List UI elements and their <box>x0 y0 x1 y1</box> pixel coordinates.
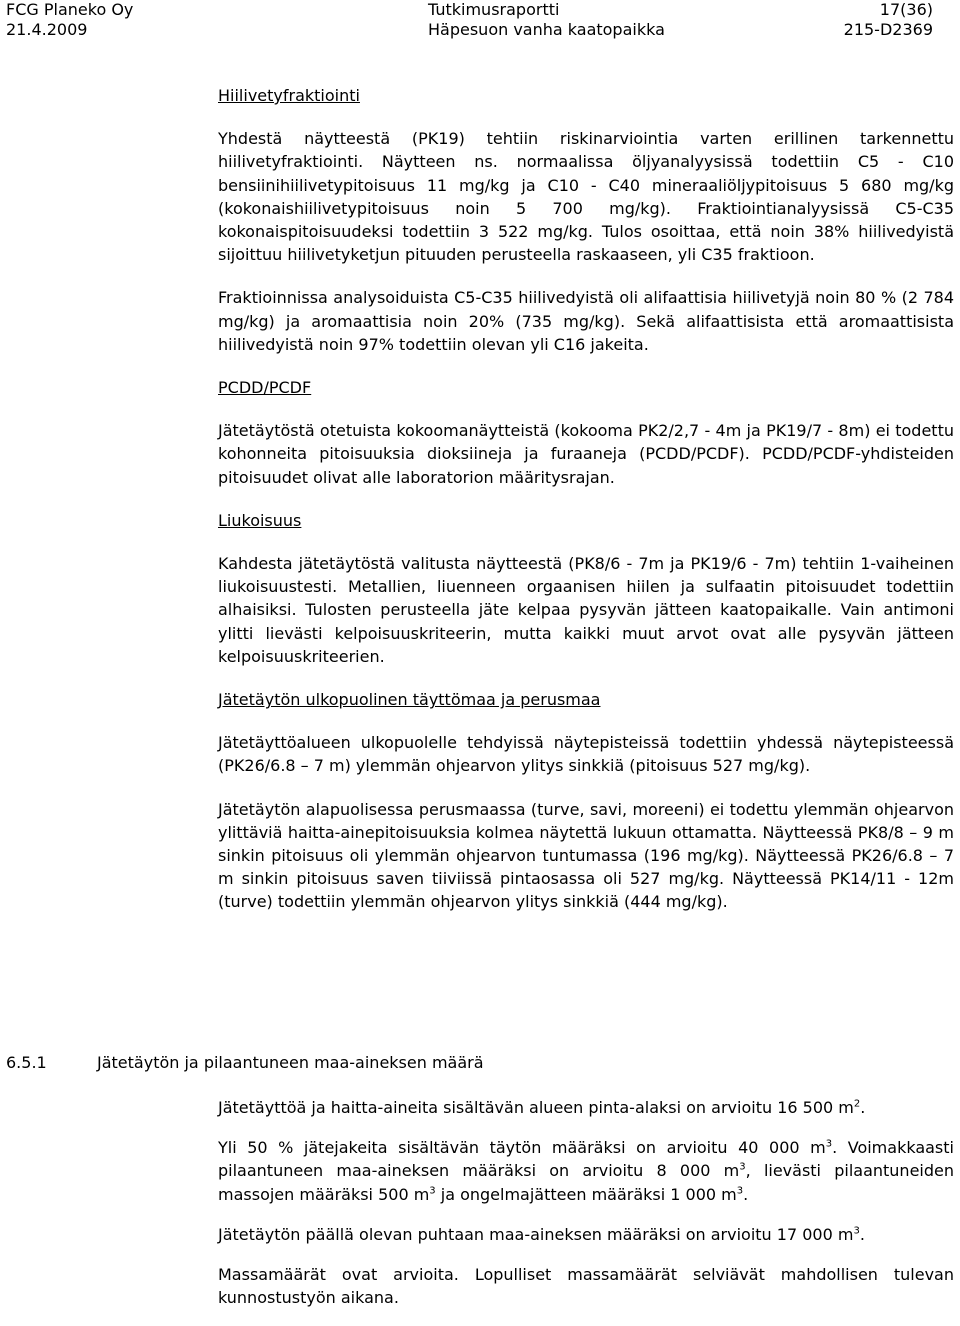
heading-solubility: Liukoisuus <box>218 510 302 530</box>
text-segment: Yli 50 % jätejakeita sisältävän täytön määräksi on arvioitu 40 000 m <box>218 1138 826 1158</box>
section-title: Jätetäytön ja pilaantuneen maa-aineksen määrä <box>97 1053 484 1072</box>
report-type: Tutkimusraportti <box>428 0 560 19</box>
paragraph: Jätetäyttöalueen ulkopuolelle tehdyissä näytepisteissä todettiin yhdessä näytepisteessä (PK26/6.8 – 7 m) ylemmän ohjearvon ylitys sinkkiä (pitoisuus 527 mg/kg). <box>218 733 954 776</box>
section-number: 6.5.1 <box>6 1053 47 1072</box>
paragraph: Jätetäytön alapuolisessa perusmaassa (turve, savi, moreeni) ei todettu ylemmän ohjearvon ylittäviä haitta-ainepitoisuuksia kolmea näytettä lukuun ottamatta. Näytteessä PK8/8 – 9 m sinkin pitoisuus oli ylemmän ohjearvon tuntumassa (196 mg/kg). Näytteessä PK26/6.8 – 7 m sinkin pitoisuus saven tiiviissä pintaosassa oli 527 mg/kg. Näytteessä PK14/11 - 12m (turve) todettiin ylemmän ohjearvon ylitys sinkkiä (444 mg/kg). <box>218 799 954 912</box>
project-name: Häpesuon vanha kaatopaikka <box>428 20 665 39</box>
text-segment: . <box>859 1224 865 1244</box>
paragraph-clean-soil <box>218 1223 954 1246</box>
paragraph-area <box>218 1096 954 1119</box>
paragraph-estimates: Massamäärät ovat arvioita. Lopulliset massamäärät selviävät mahdollisen tulevan kunnostustyön aikana. <box>218 1265 954 1308</box>
superscript: 3 <box>739 1162 746 1174</box>
heading-fill-soil-and-base-soil: Jätetäytön ulkopuolinen täyttömaa ja perusmaa <box>218 690 601 710</box>
text-segment: . <box>860 1098 866 1117</box>
paragraph: Yhdestä näytteestä (PK19) tehtiin riskinarviointia varten erillinen tarkennettu hiilivetyfraktiointi. Näytteen ns. normaalissa öljyanalyysissä todettiin C5 - C10 bensiinihiilivetypitoisuus 11 mg/kg ja C10 - C40 mineraaliöljypitoisuus 5 680 mg/kg (kokonaishiilivetypitoisuus noin 5 700 mg/kg). Fraktiointianalyysissä C5-C35 kokonaispitoisuudeksi todettiin 3 522 mg/kg. Tulos osoittaa, että noin 38% hiilivedyistä sijoittuu hiilivetyketjun pituuden perusteella raskaaseen, yli C35 fraktioon. <box>218 129 954 265</box>
header-center <box>428 0 665 40</box>
text-segment: Jätetäyttöä ja haitta-aineita sisältävän alueen pinta-alaksi on arvioitu 16 500 m <box>218 1098 854 1117</box>
paragraph-volumes <box>218 1136 954 1206</box>
superscript: 3 <box>429 1185 436 1197</box>
header-left <box>6 0 133 40</box>
text-segment: . <box>743 1184 749 1204</box>
page-number: 17(36) <box>879 0 933 19</box>
superscript: 3 <box>853 1225 860 1237</box>
superscript: 3 <box>825 1138 833 1150</box>
paragraph: Fraktioinnissa analysoiduista C5-C35 hiilivedyistä oli alifaattisia hiilivetyjä noin 80 % (2 784 mg/kg) ja aromaattisia noin 20% (735 mg/kg). Sekä alifaattisista että aromaattisista hiilivedyistä noin 97% todettiin olevan yli C16 jakeita. <box>218 288 954 354</box>
text-segment: , lievästi pilaantuneiden massojen määräksi 500 m <box>218 1161 954 1204</box>
paragraph: Kahdesta jätetäytöstä valitusta näytteestä (PK8/6 - 7m ja PK19/6 - 7m) tehtiin 1-vaiheinen liukoisuustesti. Metallien, liuenneen orgaanisen hiilen ja sulfaatin pitoisuudet todettiin alhaisiksi. Tulosten perusteella jäte kelpaa pysyvän jätteen kaatopaikalle. Vain antimoni ylitti lievästi kelpoisuuskriteerin, mutta kaikki muut arvot ovat alle pysyvän jätteen kelpoisuuskriteerien. <box>218 554 954 666</box>
project-number: 215-D2369 <box>843 20 933 39</box>
paragraph: Jätetäytöstä otetuista kokoomanäytteistä (kokooma PK2/2,7 - 4m ja PK19/7 - 8m) ei todettu kohonneita pitoisuuksia dioksiineja ja furaaneja (PCDD/PCDF). PCDD/PCDF-yhdisteiden pitoisuudet olivat alle laboratorion määritysrajan. <box>218 421 954 487</box>
text-segment: Jätetäytön päällä olevan puhtaan maa-aineksen määräksi on arvioitu 17 000 m <box>218 1224 854 1244</box>
heading-pcdd-pcdf: PCDD/PCDF <box>218 378 312 398</box>
text-segment: ja ongelmajätteen määräksi 1 000 m <box>435 1184 737 1204</box>
company-name: FCG Planeko Oy <box>6 0 134 19</box>
superscript: 3 <box>736 1185 744 1197</box>
superscript: 2 <box>853 1098 861 1110</box>
report-date: 21.4.2009 <box>6 20 88 39</box>
header-right <box>844 0 933 40</box>
text-segment: . Voimakkaasti pilaantuneen maa-aineksen määräksi on arvioitu 8 000 m <box>218 1138 954 1181</box>
heading-hydrocarbon-fractionation: Hiilivetyfraktiointi <box>218 86 360 105</box>
section-body <box>218 1096 954 1326</box>
report-body <box>218 84 954 934</box>
